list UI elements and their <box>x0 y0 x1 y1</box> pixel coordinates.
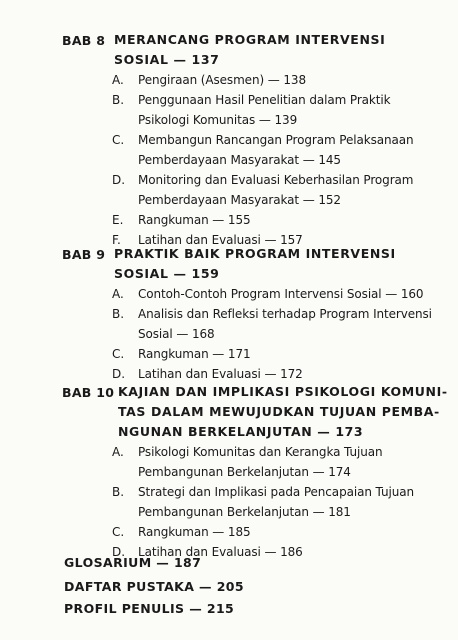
entry-text <box>138 304 432 344</box>
entry-letter: A. <box>112 73 124 87</box>
backmatter-profil-penulis: PROFIL PENULIS — 215 <box>64 601 235 616</box>
entry-letter: E. <box>112 213 124 227</box>
entry-line: Sosial — 168 <box>138 327 215 341</box>
chapter-title-line: MERANCANG PROGRAM INTERVENSI <box>114 32 386 47</box>
entry-text <box>138 482 414 522</box>
chapter-title <box>114 244 414 284</box>
entry-letter: D. <box>112 367 126 381</box>
entry-line: Latihan dan Evaluasi — 186 <box>138 545 303 559</box>
chapter-title <box>114 30 414 70</box>
entry-letter: A. <box>112 445 124 459</box>
entry-letter: C. <box>112 347 125 361</box>
backmatter-daftar-pustaka: DAFTAR PUSTAKA — 205 <box>64 579 244 594</box>
entry-letter: A. <box>112 287 124 301</box>
entry-text <box>138 344 408 364</box>
entry-line: Analisis dan Refleksi terhadap Program Intervensi <box>138 307 432 321</box>
entry-line: Membangun Rancangan Program Pelaksanaan <box>138 133 414 147</box>
entry-line: Latihan dan Evaluasi — 157 <box>138 233 303 247</box>
entry-line: Strategi dan Implikasi pada Pencapaian Tujuan <box>138 485 414 499</box>
entry-line: Monitoring dan Evaluasi Keberhasilan Program <box>138 173 414 187</box>
backmatter-glosarium: GLOSARIUM — 187 <box>64 555 202 570</box>
entry-letter: B. <box>112 307 125 321</box>
entry-text <box>138 442 408 482</box>
chapter-title-line: PRAKTIK BAIK PROGRAM INTERVENSI <box>114 246 396 261</box>
entry-line: Psikologi Komunitas — 139 <box>138 113 298 127</box>
chapter-title-line: KAJIAN DAN IMPLIKASI PSIKOLOGI KOMUNI- <box>118 384 448 399</box>
entry-letter: D. <box>112 173 126 187</box>
entry-line: Pemberdayaan Masyarakat — 152 <box>138 193 341 207</box>
entry-line: Pemberdayaan Masyarakat — 145 <box>138 153 341 167</box>
entry-line: Pembangunan Berkelanjutan — 181 <box>138 505 351 519</box>
chapter-number: BAB 8 <box>62 33 106 48</box>
entry-text <box>138 170 414 210</box>
chapter-title-line: SOSIAL — 159 <box>114 266 220 281</box>
chapter-title-line: NGUNAN BERKELANJUTAN — 173 <box>118 424 364 439</box>
entry-text <box>138 522 408 542</box>
entry-line: Pengiraan (Asesmen) — 138 <box>138 73 306 87</box>
entry-text <box>138 90 408 130</box>
entry-line: Rangkuman — 171 <box>138 347 251 361</box>
chapter-title-line: TAS DALAM MEWUJUDKAN TUJUAN PEMBA- <box>118 404 440 419</box>
entry-text <box>138 284 424 304</box>
chapter-title-line: SOSIAL — 137 <box>114 52 220 67</box>
entry-line: Psikologi Komunitas dan Kerangka Tujuan <box>138 445 383 459</box>
entry-line: Pembangunan Berkelanjutan — 174 <box>138 465 351 479</box>
entry-line: Latihan dan Evaluasi — 172 <box>138 367 303 381</box>
entry-letter: B. <box>112 93 125 107</box>
entry-letter: C. <box>112 525 125 539</box>
entry-text <box>138 130 414 170</box>
entry-letter: B. <box>112 485 125 499</box>
entry-line: Contoh-Contoh Program Intervensi Sosial — 160 <box>138 287 424 301</box>
entry-letter: F. <box>112 233 121 247</box>
chapter-title <box>118 382 448 442</box>
entry-text <box>138 210 408 230</box>
entry-letter: C. <box>112 133 125 147</box>
chapter-number: BAB 10 <box>62 385 115 400</box>
entry-letter: D. <box>112 545 126 559</box>
chapter-number: BAB 9 <box>62 247 106 262</box>
entry-line: Rangkuman — 185 <box>138 525 251 539</box>
entry-line: Rangkuman — 155 <box>138 213 251 227</box>
entry-text <box>138 70 408 90</box>
entry-text <box>138 364 408 384</box>
entry-line: Penggunaan Hasil Penelitian dalam Praktik <box>138 93 391 107</box>
